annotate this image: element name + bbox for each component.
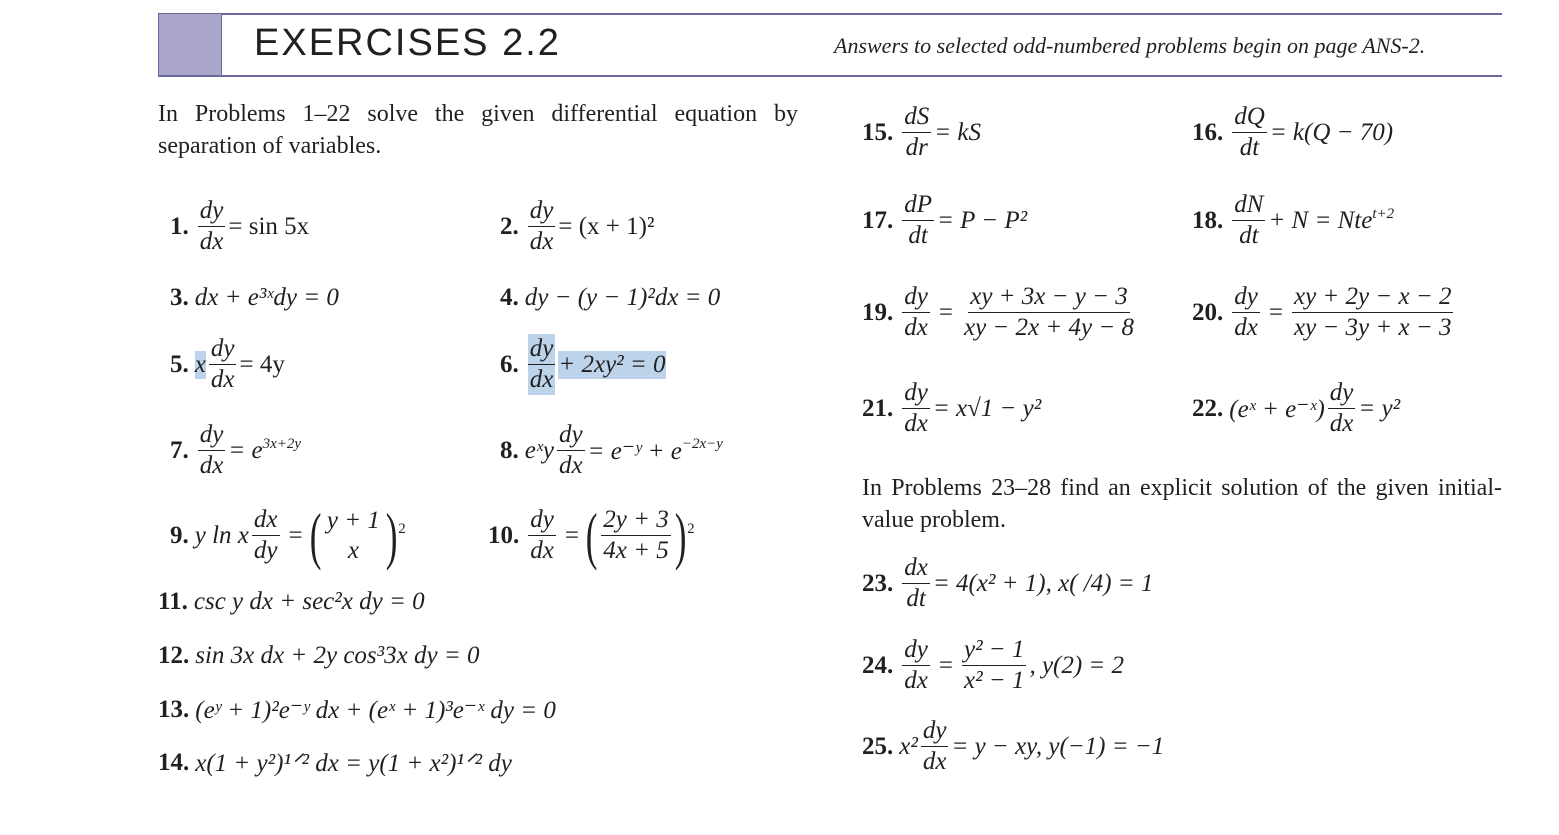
problem-number: 8.	[500, 436, 519, 464]
equation-rhs: = y²	[1358, 394, 1401, 422]
problem-number: 14.	[158, 749, 190, 776]
equation-lhs: x	[194, 350, 206, 378]
problem-6[interactable]	[500, 334, 666, 395]
problem-number: 13.	[158, 696, 190, 723]
equation-rhs: = kS	[934, 118, 981, 146]
equation: (eʸ + 1)²e⁻ʸ dx + (eˣ + 1)³e⁻ˣ dy = 0	[195, 697, 556, 724]
problem-19[interactable]: 19. $\frac{dy}{dx}$ = $\frac{xy + 3x - y - 3}{xy - 2x + 4y - 8}$	[862, 283, 1134, 341]
problem-number: 18.	[1192, 206, 1224, 234]
problem-21[interactable]	[862, 378, 1041, 439]
problem-number: 2.	[500, 212, 519, 240]
equation-rhs: + 2xy² = 0	[558, 350, 666, 378]
derivative-fraction: $\frac{dx}{dt}$	[904, 554, 928, 612]
problem-number: 16.	[1192, 118, 1224, 146]
problem-number: 6.	[500, 350, 519, 378]
rhs-fraction: $\frac{xy + 3x - y - 3}{xy - 2x + 4y - 8}$	[963, 283, 1134, 341]
derivative-fraction: $\frac{dy}{dx}$	[922, 717, 947, 775]
problem-number: 11.	[158, 588, 188, 615]
equation-rhs: = (x + 1)²	[558, 212, 655, 240]
derivative-fraction: $\frac{dy}{dx}$	[559, 421, 583, 479]
derivative-fraction: $\frac{dy}{dx}$	[904, 283, 928, 341]
answers-note: Answers to selected odd-numbered problems begin on page ANS-2.	[834, 33, 1426, 58]
header-color-block	[158, 13, 222, 76]
problem-15[interactable]	[862, 102, 981, 163]
derivative-fraction: $\frac{dy}{dx}$	[529, 197, 554, 255]
equation-rhs: + N = Nte	[1268, 206, 1373, 234]
equation-rhs: = P − P²	[937, 206, 1028, 234]
problem-13[interactable]	[158, 695, 556, 725]
problem-number: 20.	[1192, 298, 1224, 326]
equation-rhs: = x√1 − y²	[932, 394, 1042, 422]
header-rule-bottom	[158, 75, 1502, 77]
problem-10[interactable]: 10. $\frac{dy}{dx}$ = ( $\frac{2y + 3}{4x + 5}$ ) 2	[488, 499, 695, 571]
problem-12[interactable]	[158, 642, 479, 670]
equation: x(1 + y²)¹ᐟ² dx = y(1 + x²)¹ᐟ² dy	[195, 750, 512, 777]
problem-11[interactable]	[158, 588, 425, 616]
derivative-fraction: $\frac{dP}{dt}$	[904, 191, 933, 249]
problem-18[interactable]	[1192, 190, 1394, 251]
derivative-fraction: $\frac{dy}{dx}$	[210, 335, 235, 393]
problem-22[interactable]	[1192, 378, 1400, 439]
equation-rhs: = e⁻ʸ + e	[587, 437, 682, 465]
derivative-fraction: $\frac{dN}{dt}$	[1234, 191, 1264, 249]
problem-16[interactable]	[1192, 102, 1393, 163]
problem-20[interactable]: 20. $\frac{dy}{dx}$ = $\frac{xy + 2y - x - 2}{xy - 3y + x - 3}$	[1192, 283, 1452, 341]
problem-number: 5.	[170, 350, 189, 378]
rhs-fraction: $\frac{2y + 3}{4x + 5}$	[603, 506, 669, 564]
problem-number: 12.	[158, 642, 190, 669]
problem-number: 22.	[1192, 394, 1224, 422]
rhs-fraction: $\frac{\text{y² − 1}}{\text{x² − 1}}$	[963, 636, 1025, 694]
intro-paragraph-2: In Problems 23–28 find an explicit solution of the given initial-value problem.	[862, 475, 1502, 533]
exponent: −2x−y	[681, 436, 723, 452]
rhs-fraction: y + 1 x	[326, 506, 380, 564]
problem-number: 23.	[862, 569, 894, 597]
problem-9[interactable]: 9. y ln x $\frac{dx}{dy}$ = ( y + 1 x ) 2	[170, 499, 406, 571]
exponent: 3x+2y	[262, 436, 302, 452]
header-rule-top	[222, 13, 1502, 15]
problem-14[interactable]	[158, 748, 512, 778]
equation: dx + e³ˣdy = 0	[194, 284, 339, 311]
equation-rhs: = e	[228, 436, 263, 464]
derivative-fraction: $\frac{dy}{dx}$	[1329, 379, 1354, 437]
problem-number: 10.	[488, 521, 520, 549]
derivative-fraction: $\frac{dy}{dx}$	[904, 636, 928, 694]
problem-number: 17.	[862, 206, 894, 234]
equation-lhs: eˣy	[524, 436, 554, 464]
problem-number: 21.	[862, 394, 894, 422]
problem-number: 24.	[862, 651, 894, 679]
equation: sin 3x dx + 2y cos³3x dy = 0	[195, 642, 480, 669]
problem-number: 4.	[500, 284, 519, 311]
problem-number: 19.	[862, 298, 894, 326]
derivative-fraction: $\frac{dy}{dx}$	[904, 379, 928, 437]
equation-lhs: (eˣ + e⁻ˣ)	[1229, 395, 1325, 423]
exponent: t+2	[1372, 206, 1395, 222]
equation-rhs: , y(2) = 2	[1029, 651, 1125, 679]
derivative-fraction: $\frac{dy}{dx}$	[199, 197, 224, 255]
problem-3[interactable]	[170, 284, 339, 312]
equation-lhs: y ln x	[194, 521, 249, 549]
problem-24[interactable]: 24. $\frac{dy}{dx}$ = $\frac{\text{y² − 1}}{\text{x² − 1}}$ , y(2) = 2	[862, 636, 1125, 694]
problem-4[interactable]	[500, 284, 720, 312]
problem-number: 15.	[862, 118, 894, 146]
intro-paragraph-1: In Problems 1–22 solve the given differential equation by separation of variables.	[158, 101, 798, 159]
derivative-fraction: $\frac{dS}{dr}$	[904, 103, 930, 161]
equation: csc y dx + sec²x dy = 0	[193, 588, 425, 615]
section-title: EXERCISES 2.2	[254, 22, 561, 64]
problem-number: 9.	[170, 521, 189, 549]
problem-17[interactable]	[862, 190, 1027, 251]
problem-number: 25.	[862, 732, 894, 760]
problem-number: 3.	[170, 284, 189, 311]
problem-25[interactable]	[862, 716, 1164, 777]
exponent: 2	[398, 521, 406, 537]
equation-lhs: x²	[899, 732, 918, 760]
problem-8[interactable]	[500, 420, 723, 481]
derivative-fraction: $\frac{dQ}{dt}$	[1234, 103, 1265, 161]
equation-rhs: = 4(x² + 1), x( /4) = 1	[932, 569, 1154, 597]
problem-2[interactable]	[500, 196, 654, 257]
problem-number: 1.	[170, 212, 189, 240]
exponent: 2	[687, 521, 695, 537]
derivative-fraction: $\frac{dy}{dx}$	[530, 506, 554, 564]
problem-5[interactable]	[170, 334, 285, 395]
problem-1[interactable]	[170, 196, 309, 257]
equation: dy − (y − 1)²dx = 0	[524, 284, 721, 311]
derivative-fraction: $\frac{dy}{dx}$	[199, 421, 224, 479]
problem-7[interactable]	[170, 420, 301, 481]
rhs-fraction: $\frac{xy + 2y - x - 2}{xy - 3y + x - 3}$	[1293, 283, 1452, 341]
equation-rhs: = y − xy, y(−1) = −1	[951, 732, 1165, 760]
equation-rhs: = 4y	[239, 350, 285, 378]
equation-rhs: = sin 5x	[228, 212, 310, 240]
problem-23[interactable]	[862, 553, 1153, 614]
derivative-fraction: $\frac{dy}{dx}$	[1234, 283, 1258, 341]
equation-rhs: = k(Q − 70)	[1269, 118, 1394, 146]
derivative-fraction: $\frac{dx}{dy}$	[253, 506, 278, 564]
derivative-fraction: $\frac{dy}{dx}$	[529, 335, 554, 393]
problem-number: 7.	[170, 436, 189, 464]
